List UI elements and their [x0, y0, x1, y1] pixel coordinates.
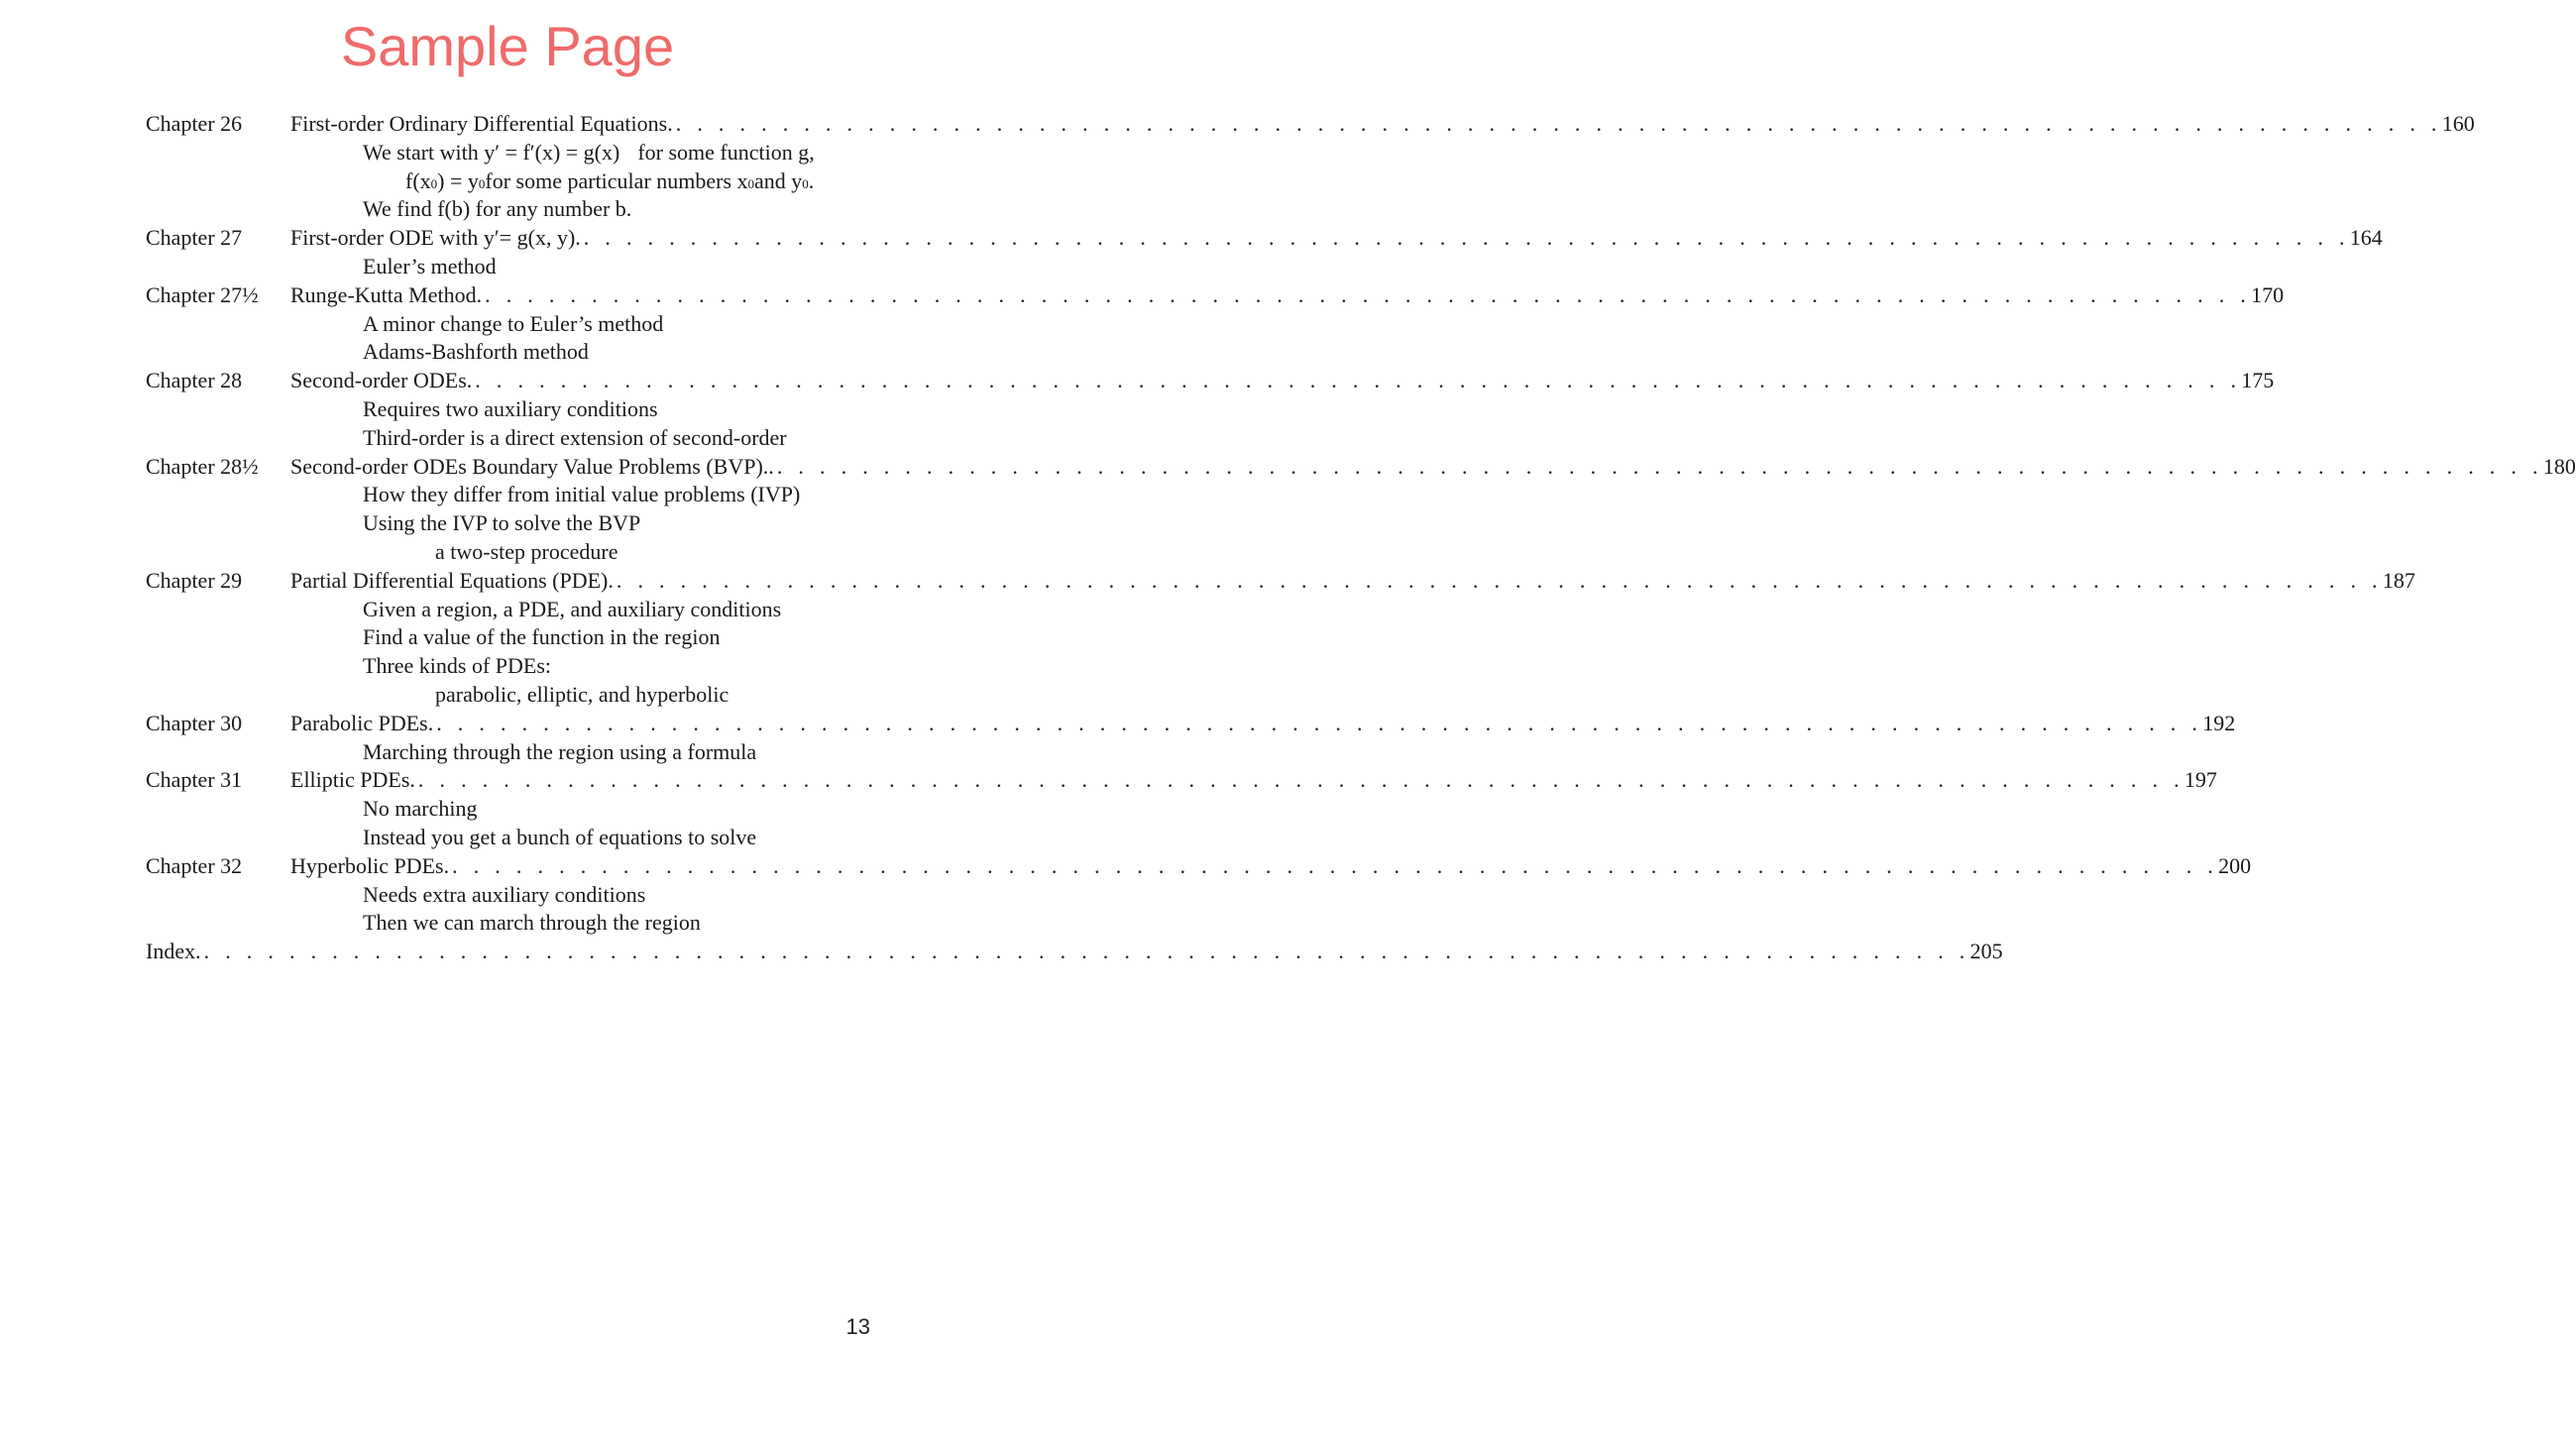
chapter-title: First-order Ordinary Differential Equations.: [290, 111, 673, 136]
chapter-subtopic: How they differ from initial value problems (IVP): [363, 482, 801, 507]
chapter-title: First-order ODE with y′= g(x, y).: [290, 225, 581, 251]
dot-leader: . . . . . . . . . . . . . . . . . . . . . . . . . . . . . . . . . . . . . . . . . . . . . . . . . . . . . . . . . . . . . . . . . . . . . . . . . . . . . . . . . . .: [485, 281, 2252, 307]
page-number: 13: [845, 1314, 870, 1339]
sample-page-watermark: Sample Page: [340, 15, 675, 77]
chapter-subtopic: Euler’s method: [363, 253, 497, 279]
chapter-label: Chapter 28½: [146, 453, 259, 479]
index-title: Index.: [146, 939, 201, 964]
chapter-subtopic: Then we can march through the region: [363, 910, 701, 936]
chapter-subtopic: Three kinds of PDEs:: [363, 653, 552, 679]
chapter-title: Hyperbolic PDEs.: [290, 852, 450, 878]
page-ref: 164: [2349, 225, 2383, 251]
chapter-label: Chapter 32: [146, 852, 243, 878]
chapter-label: Chapter 26: [146, 111, 243, 136]
toc-entry-chapter-27[interactable]: [146, 224, 2383, 253]
chapter-subtopic: Instead you get a bunch of equations to solve: [363, 824, 757, 849]
toc-entry-chapter-29[interactable]: [146, 567, 2415, 596]
page-ref: 160: [2441, 111, 2475, 136]
chapter-label: Chapter 29: [146, 567, 243, 593]
chapter-title: Second-order ODEs Boundary Value Problems (BVP)..: [290, 453, 774, 479]
page-ref: 192: [2202, 710, 2236, 735]
toc-entry-chapter-30[interactable]: [146, 710, 2236, 738]
chapter-subtopic: Given a region, a PDE, and auxiliary conditions: [363, 596, 782, 621]
page-ref: 180: [2542, 453, 2576, 479]
chapter-description-line: f(x 0 ) = y 0 for some particular numbers x 0 and y 0 .: [405, 167, 815, 193]
chapter-label: Chapter 28: [146, 368, 243, 393]
table-of-contents: [146, 110, 2576, 966]
chapter-title: Partial Differential Equations (PDE).: [290, 567, 614, 593]
toc-entry-chapter-31[interactable]: [146, 766, 2217, 795]
toc-entry-index[interactable]: [146, 938, 2003, 966]
chapter-label: Chapter 30: [146, 710, 243, 735]
dot-leader: . . . . . . . . . . . . . . . . . . . . . . . . . . . . . . . . . . . . . . . . . . . . . . . . . . . . . . . . . . . . . . . . . . . . . . . . . . . . . . . . . . .: [417, 767, 2184, 793]
page-ref: 200: [2218, 852, 2252, 878]
chapter-subtopic: Find a value of the function in the region: [363, 624, 721, 650]
dot-leader: . . . . . . . . . . . . . . . . . . . . . . . . . . . . . . . . . . . . . . . . . . . . . . . . . . . . . . . . . . . . . . . . . . . . . . . . . . . . . . . . . . .: [583, 225, 2350, 251]
chapter-description-line: We find f(b) for any number b.: [363, 196, 632, 222]
chapter-subtopic: A minor change to Euler’s method: [363, 310, 664, 336]
chapter-title: Parabolic PDEs.: [290, 710, 434, 735]
toc-entry-chapter-28-half[interactable]: [146, 453, 2576, 482]
chapter-subtopic: Needs extra auxiliary conditions: [363, 881, 646, 907]
chapter-label: Chapter 27: [146, 225, 243, 251]
chapter-subtopic: Requires two auxiliary conditions: [363, 395, 658, 421]
chapter-subtopic: No marching: [363, 796, 478, 822]
chapter-title: Second-order ODEs.: [290, 368, 473, 393]
chapter-subtopic: Third-order is a direct extension of second-order: [363, 424, 787, 450]
page-ref: 187: [2382, 567, 2415, 593]
chapter-subtopic: Adams-Bashforth method: [363, 339, 589, 365]
chapter-subtopic-detail: parabolic, elliptic, and hyperbolic: [435, 681, 729, 707]
chapter-description-line: We start with y′ = f′(x) = g(x) for some function g,: [363, 139, 815, 165]
toc-entry-chapter-28[interactable]: [146, 367, 2275, 395]
toc-entry-chapter-27-half[interactable]: [146, 281, 2285, 310]
chapter-label: Chapter 31: [146, 767, 243, 793]
chapter-subtopic-detail: a two-step procedure: [435, 538, 618, 564]
dot-leader: . . . . . . . . . . . . . . . . . . . . . . . . . . . . . . . . . . . . . . . . . . . . . . . . . . . . . . . . . . . . . . . . . . . . . . . . . . . . . . . . . . .: [776, 453, 2543, 479]
chapter-label: Chapter 27½: [146, 281, 259, 307]
dot-leader: . . . . . . . . . . . . . . . . . . . . . . . . . . . . . . . . . . . . . . . . . . . . . . . . . . . . . . . . . . . . . . . . . . . . . . . . . . . . . . . . . . .: [675, 111, 2442, 136]
chapter-subtopic: Using the IVP to solve the BVP: [363, 510, 641, 536]
dot-leader: . . . . . . . . . . . . . . . . . . . . . . . . . . . . . . . . . . . . . . . . . . . . . . . . . . . . . . . . . . . . . . . . . . . . . . . . . . . . . . . . . . .: [203, 939, 1970, 964]
page-ref: 205: [1969, 939, 2003, 964]
toc-entry-chapter-26[interactable]: [146, 110, 2475, 139]
page-ref: 175: [2241, 368, 2275, 393]
chapter-title: Runge-Kutta Method.: [290, 281, 483, 307]
dot-leader: . . . . . . . . . . . . . . . . . . . . . . . . . . . . . . . . . . . . . . . . . . . . . . . . . . . . . . . . . . . . . . . . . . . . . . . . . . . . . . . . . . .: [475, 368, 2242, 393]
chapter-subtopic: Marching through the region using a formula: [363, 738, 757, 764]
dot-leader: . . . . . . . . . . . . . . . . . . . . . . . . . . . . . . . . . . . . . . . . . . . . . . . . . . . . . . . . . . . . . . . . . . . . . . . . . . . . . . . . . . .: [436, 710, 2203, 735]
page-ref: 170: [2251, 281, 2285, 307]
dot-leader: . . . . . . . . . . . . . . . . . . . . . . . . . . . . . . . . . . . . . . . . . . . . . . . . . . . . . . . . . . . . . . . . . . . . . . . . . . . . . . . . . . .: [452, 852, 2219, 878]
dot-leader: . . . . . . . . . . . . . . . . . . . . . . . . . . . . . . . . . . . . . . . . . . . . . . . . . . . . . . . . . . . . . . . . . . . . . . . . . . . . . . . . . . .: [616, 567, 2383, 593]
toc-entry-chapter-32[interactable]: [146, 852, 2252, 881]
chapter-title: Elliptic PDEs.: [290, 767, 415, 793]
page-ref: 197: [2184, 767, 2217, 793]
